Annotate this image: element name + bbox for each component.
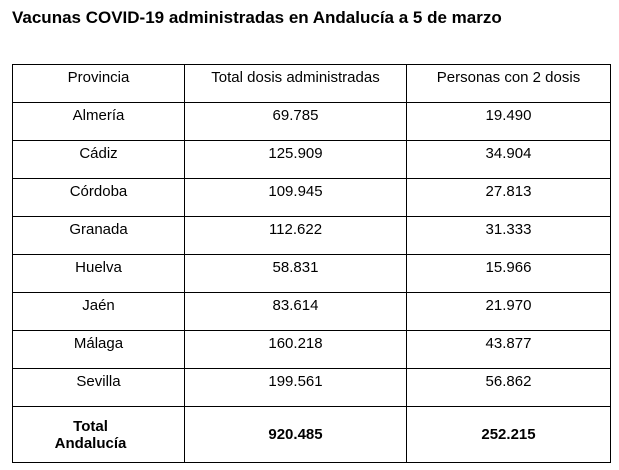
cell-provincia: Granada bbox=[13, 217, 185, 255]
cell-provincia: Sevilla bbox=[13, 369, 185, 407]
total-dos-dosis-value: 252.215 bbox=[407, 407, 611, 463]
table-row bbox=[13, 369, 611, 407]
cell-dos-dosis: 27.813 bbox=[407, 179, 611, 217]
table-row bbox=[13, 255, 611, 293]
cell-provincia: Córdoba bbox=[13, 179, 185, 217]
cell-total-dosis: 199.561 bbox=[185, 369, 407, 407]
vaccination-table bbox=[12, 64, 611, 463]
cell-provincia: Jaén bbox=[13, 293, 185, 331]
header-personas-2-dosis: Personas con 2 dosis bbox=[407, 65, 611, 103]
cell-total-dosis: 83.614 bbox=[185, 293, 407, 331]
cell-total-dosis: 58.831 bbox=[185, 255, 407, 293]
table-row bbox=[13, 141, 611, 179]
cell-provincia: Málaga bbox=[13, 331, 185, 369]
table-header-row bbox=[13, 65, 611, 103]
total-dosis-value: 920.485 bbox=[185, 407, 407, 463]
cell-dos-dosis: 19.490 bbox=[407, 103, 611, 141]
header-total-dosis: Total dosis administradas bbox=[185, 65, 407, 103]
header-provincia: Provincia bbox=[13, 65, 185, 103]
page-title: Vacunas COVID-19 administradas en Andalucía a 5 de marzo bbox=[12, 8, 502, 27]
total-label bbox=[13, 407, 185, 463]
cell-dos-dosis: 56.862 bbox=[407, 369, 611, 407]
cell-total-dosis: 69.785 bbox=[185, 103, 407, 141]
total-label-line2: Andalucía bbox=[54, 434, 127, 452]
cell-provincia: Cádiz bbox=[13, 141, 185, 179]
cell-dos-dosis: 34.904 bbox=[407, 141, 611, 179]
table-row bbox=[13, 331, 611, 369]
table-row bbox=[13, 217, 611, 255]
table-row bbox=[13, 103, 611, 141]
cell-dos-dosis: 15.966 bbox=[407, 255, 611, 293]
total-label-line1: Total bbox=[73, 417, 108, 435]
total-row bbox=[13, 407, 611, 463]
cell-total-dosis: 160.218 bbox=[185, 331, 407, 369]
cell-dos-dosis: 21.970 bbox=[407, 293, 611, 331]
table-row bbox=[13, 179, 611, 217]
cell-provincia: Almería bbox=[13, 103, 185, 141]
cell-total-dosis: 112.622 bbox=[185, 217, 407, 255]
cell-dos-dosis: 43.877 bbox=[407, 331, 611, 369]
table-row bbox=[13, 293, 611, 331]
cell-total-dosis: 109.945 bbox=[185, 179, 407, 217]
cell-provincia: Huelva bbox=[13, 255, 185, 293]
cell-total-dosis: 125.909 bbox=[185, 141, 407, 179]
cell-dos-dosis: 31.333 bbox=[407, 217, 611, 255]
